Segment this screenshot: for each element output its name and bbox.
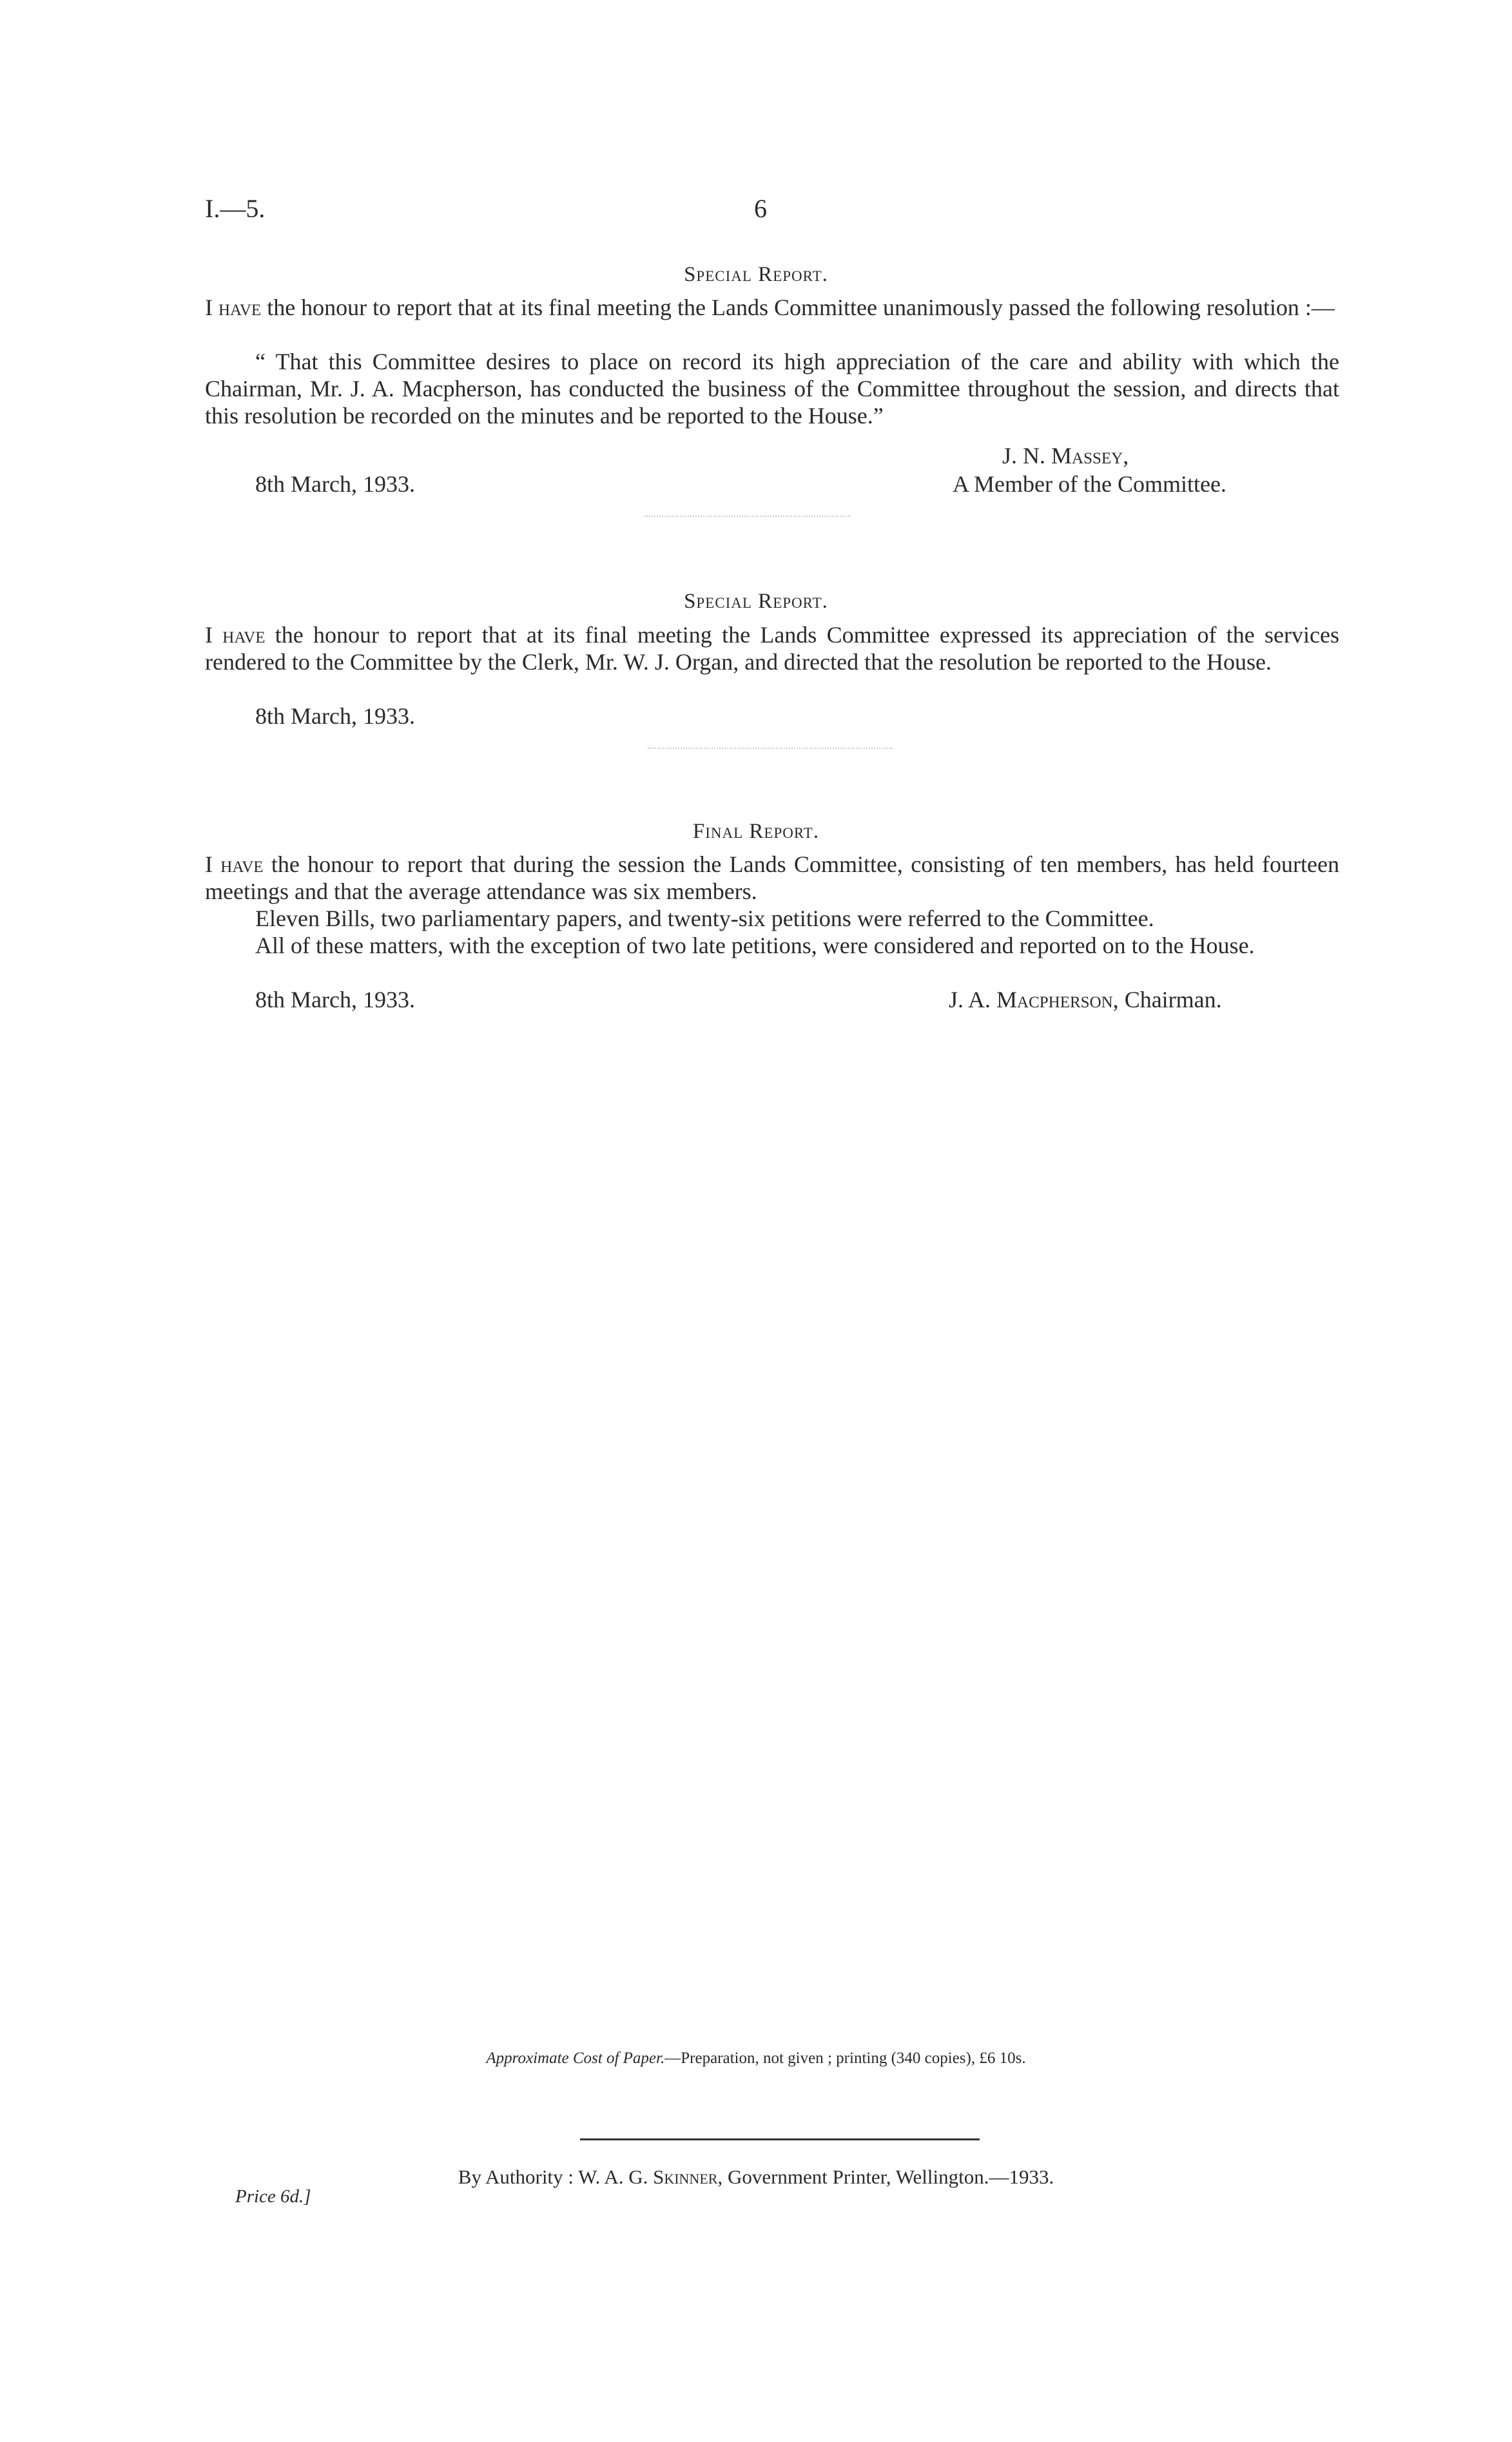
price: Price 6d.] (235, 2186, 311, 2207)
report2-paragraph (205, 621, 1339, 675)
report3-date: 8th March, 1933. (255, 987, 415, 1013)
report2-lead: I have (205, 622, 266, 648)
report3-signature (949, 986, 1222, 1013)
report3-paragraph-2: Eleven Bills, two parliamentary papers, and twenty-six petitions were referred to the Committee. (255, 906, 1154, 931)
printer-initials: W. A. G. (573, 2166, 654, 2188)
report3-heading: Final Report. (692, 820, 820, 843)
report3-paragraph-3: All of these matters, with the exception of two late petitions, were considered and reported on to the House. (255, 933, 1255, 958)
printer-authority (0, 2166, 1512, 2189)
report3-signer-title: Chairman. (1118, 987, 1222, 1013)
document-code: I.—5. (205, 194, 266, 223)
report1-resolution: “ That this Committee desires to place on record its high appreciation of the care and ability with which the Chairman, Mr. J. A. Macpherson, has conducted the business of the Committee throughout the session, and directs that this resolution be recorded on the minutes and be reported to the House.” (205, 349, 1339, 429)
report3-signer-name: J. A. Macpherson, (949, 987, 1119, 1013)
report1-date: 8th March, 1933. (255, 471, 415, 497)
page-number: 6 (754, 194, 767, 223)
report1-heading: Special Report. (684, 263, 828, 286)
report1-signer-title: A Member of the Committee. (953, 471, 1226, 497)
report3-paragraph-1 (205, 851, 1339, 905)
authority-lead: By Authority : (458, 2166, 574, 2188)
report1-signer-name-text: J. N. Massey, (1002, 443, 1129, 469)
printer-name: Skinner, (653, 2166, 723, 2188)
authority-rest: Government Printer, Wellington.—1933. (722, 2166, 1054, 2188)
report1-text: the honour to report that at its final meeting the Lands Committee unanimously passed the following resolution :— (261, 295, 1335, 320)
report3-text: the honour to report that during the session the Lands Committee, consisting of ten members, has held fourteen meetings and that the average attendance was six members. (205, 851, 1339, 904)
report1-signer-name (1002, 442, 1129, 469)
footer-rule (580, 2138, 980, 2140)
report1-lead: I have (205, 295, 262, 320)
report2-text: the honour to report that at its final meeting the Lands Committee expressed its appreciation of the services rendered to the Committee by the Clerk, Mr. W. J. Organ, and directed that the resolution be reported to the House. (205, 622, 1339, 675)
report2-heading: Special Report. (684, 590, 828, 613)
report1-paragraph-1 (205, 294, 1339, 321)
separator (648, 748, 893, 749)
report2-date: 8th March, 1933. (255, 703, 415, 729)
separator (645, 516, 851, 517)
cost-text: —Preparation, not given ; printing (340 copies), £6 10s. (664, 2050, 1026, 2067)
cost-of-paper (0, 2050, 1512, 2068)
report3-lead: I have (205, 851, 264, 877)
cost-label: Approximate Cost of Paper. (486, 2050, 665, 2067)
